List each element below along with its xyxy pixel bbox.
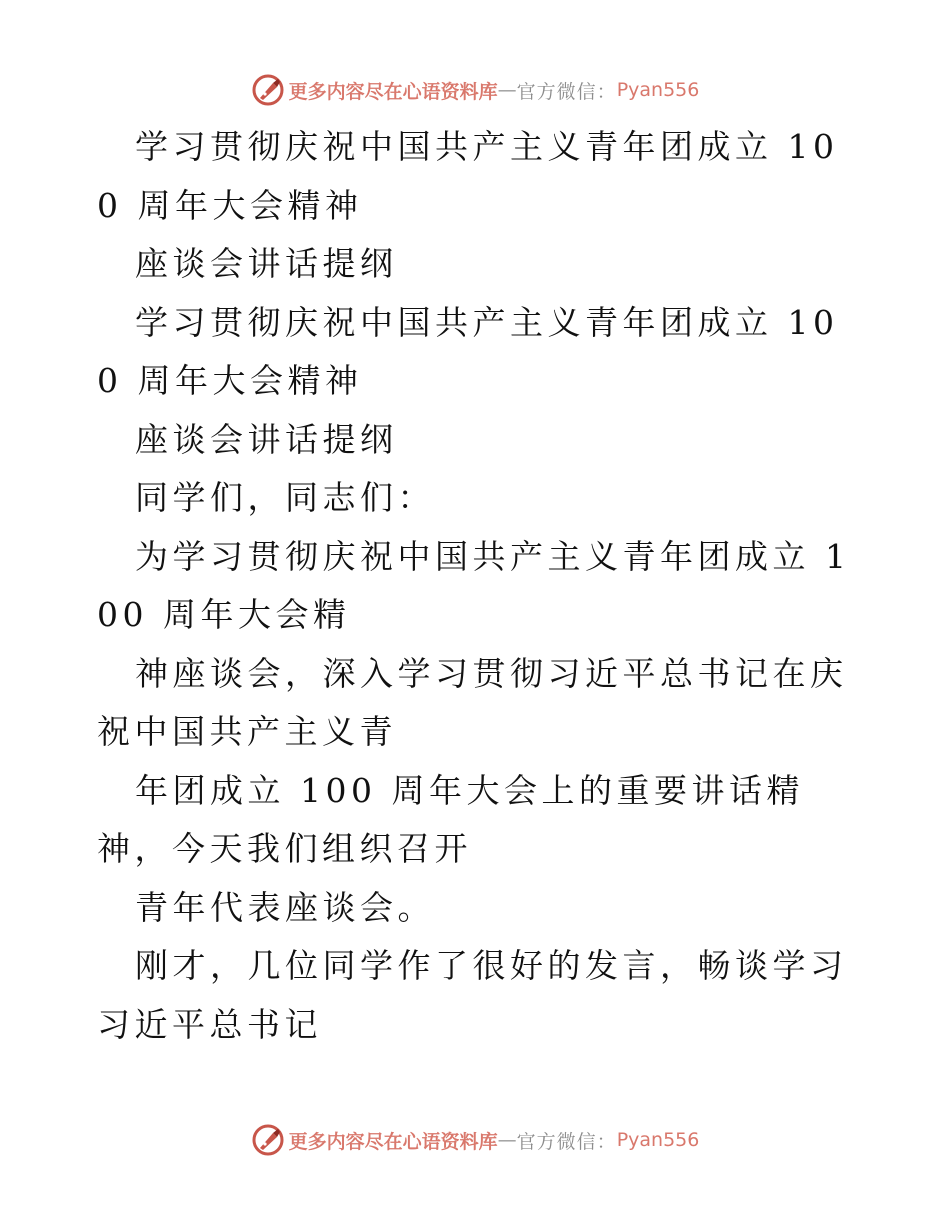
watermark-wechat-id: Pyan556: [616, 79, 700, 101]
watermark-dash: —: [497, 79, 517, 101]
doc-title-line-repeat: 学习贯彻庆祝中国共产主义青年团成立 100 周年大会精神: [97, 302, 839, 400]
header-watermark: [0, 70, 950, 110]
watermark-dash: —: [497, 1129, 517, 1151]
watermark-brand-text: 更多内容尽在心语资料库: [288, 1130, 498, 1153]
doc-salutation: 同学们，同志们：: [135, 478, 435, 517]
footer-watermark: [0, 1120, 950, 1160]
watermark-brand-text: 更多内容尽在心语资料库: [288, 80, 498, 103]
watermark-wechat-id: Pyan556: [616, 1129, 700, 1151]
doc-title-line: 学习贯彻庆祝中国共产主义青年团成立 100 周年大会精神: [97, 127, 839, 225]
pen-nib-logo-icon: [251, 73, 285, 107]
doc-paragraph: 为学习贯彻庆祝中国共产主义青年团成立 100 周年大会精: [97, 536, 851, 634]
doc-paragraph: 年团成立 100 周年大会上的重要讲话精神，今天我们组织召开: [97, 770, 804, 868]
watermark-label: 官方微信：: [516, 80, 617, 103]
doc-subtitle-line-repeat: 座谈会讲话提纲: [135, 419, 398, 459]
doc-subtitle-line: 座谈会讲话提纲: [135, 244, 398, 283]
document-body: [97, 118, 857, 1054]
doc-paragraph: 刚才，几位同学作了很好的发言，畅谈学习习近平总书记: [97, 946, 848, 1044]
doc-paragraph: 青年代表座谈会。: [135, 887, 435, 927]
pen-nib-logo-icon: [251, 1123, 285, 1157]
watermark-label: 官方微信：: [516, 1130, 617, 1153]
doc-paragraph: 神座谈会，深入学习贯彻习近平总书记在庆祝中国共产主义青: [97, 653, 848, 751]
